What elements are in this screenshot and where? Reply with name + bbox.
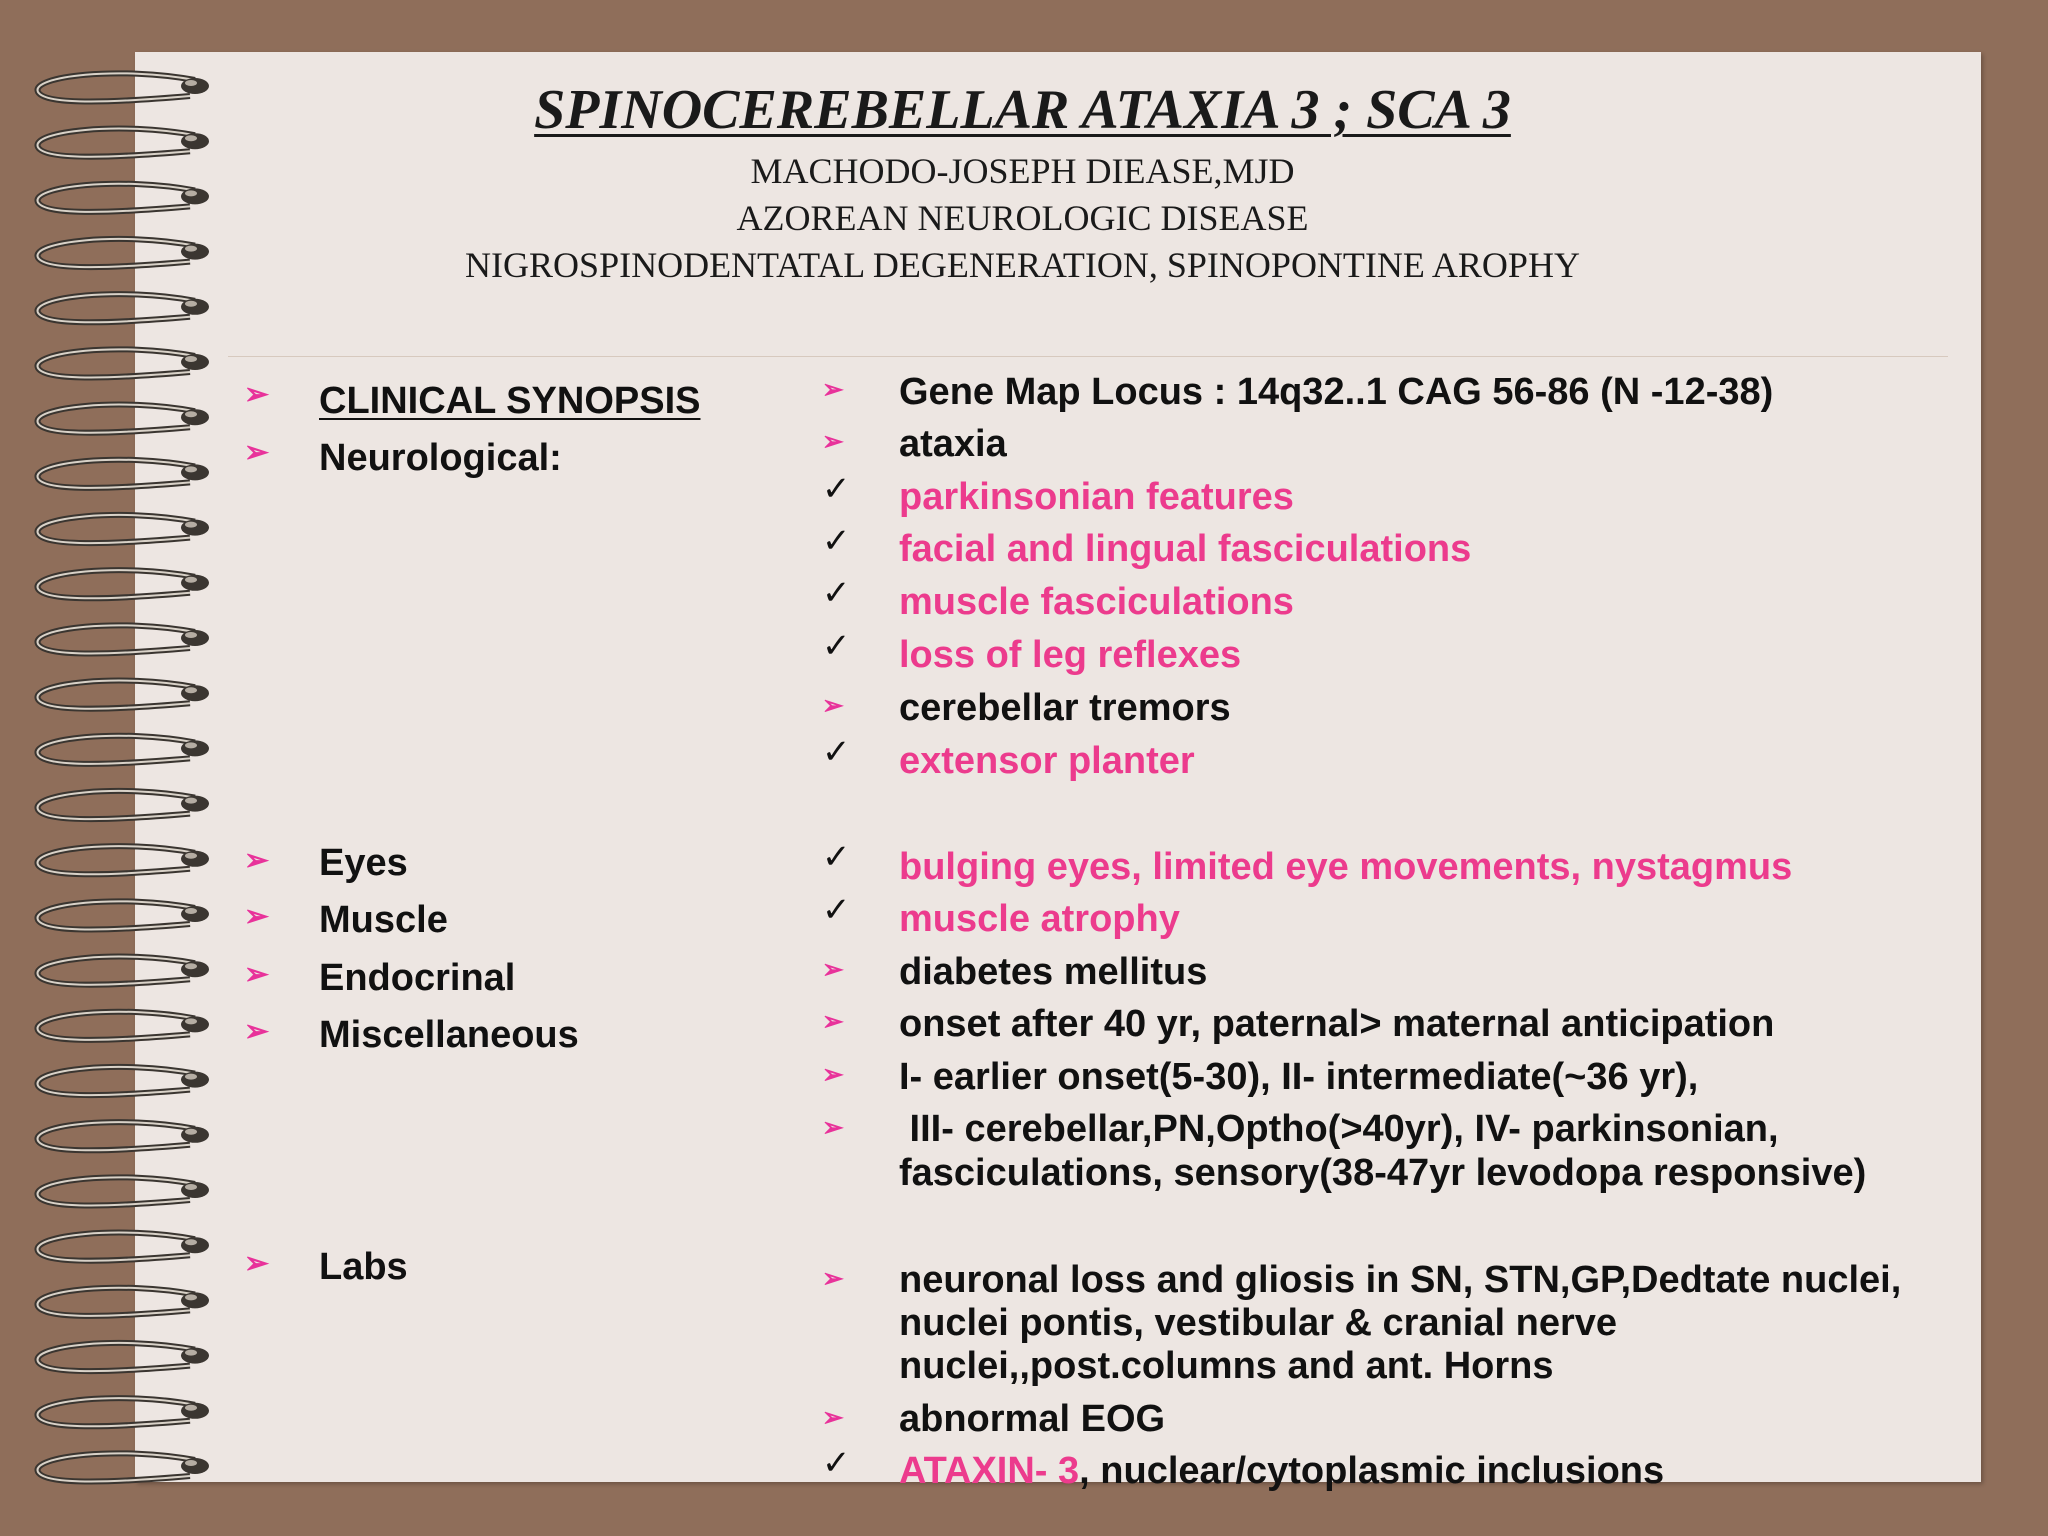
abnormal-eog-text: abnormal EOG xyxy=(899,1398,1166,1440)
subtitle-nigrospinodentatal: NIGROSPINODENTATAL DEGENERATION, SPINOPONTINE AROPHY xyxy=(465,245,1580,285)
types-line-2: III- cerebellar,PN,Optho(>40yr), IV- parkinsonian, xyxy=(899,1108,1779,1150)
ataxia-text: ataxia xyxy=(899,423,1007,465)
check-icon: ✓ xyxy=(822,627,851,665)
arrow-bullet-icon: ➢ xyxy=(822,1059,844,1089)
muscle-label: Muscle xyxy=(319,899,448,941)
endocrinal-label: Endocrinal xyxy=(319,957,516,999)
onset-text: onset after 40 yr, paternal> maternal anticipation xyxy=(899,1003,1775,1045)
types-line-3: fasciculations, sensory(38-47yr levodopa responsive) xyxy=(899,1152,1867,1194)
parkinsonian-text: parkinsonian features xyxy=(899,476,1294,518)
ataxin-line xyxy=(899,1450,1664,1493)
muscle-atrophy-text: muscle atrophy xyxy=(899,898,1180,940)
muscle-fasciculations-text: muscle fasciculations xyxy=(899,581,1294,623)
subtitle-mjd: MACHODO-JOSEPH DIEASE,MJD xyxy=(750,151,1295,191)
types-line-1: I- earlier onset(5-30), II- intermediate(~36 yr), xyxy=(899,1056,1699,1098)
page-title: SPINOCEREBELLAR ATAXIA 3 ; SCA 3 xyxy=(534,79,1511,141)
check-icon: ✓ xyxy=(822,733,851,771)
arrow-bullet-icon: ➢ xyxy=(244,378,270,411)
arrow-bullet-icon: ➢ xyxy=(822,1006,844,1036)
eyes-findings-text: bulging eyes, limited eye movements, nystagmus xyxy=(899,846,1793,888)
labs-label: Labs xyxy=(319,1246,408,1288)
ataxin-3-text: ATAXIN- 3 xyxy=(899,1450,1080,1492)
labs-line-3: nuclei,,post.columns and ant. Horns xyxy=(899,1345,1554,1387)
check-icon: ✓ xyxy=(822,574,851,612)
arrow-bullet-icon: ➢ xyxy=(822,1112,844,1142)
header-divider xyxy=(228,356,1948,357)
inclusions-text: , nuclear/cytoplasmic inclusions xyxy=(1079,1450,1665,1492)
labs-line-2: nuclei pontis, vestibular & cranial nerve xyxy=(899,1302,1618,1344)
check-icon: ✓ xyxy=(822,1444,851,1482)
check-icon: ✓ xyxy=(822,891,851,929)
facial-fasciculations-text: facial and lingual fasciculations xyxy=(899,528,1472,570)
gene-locus-text: Gene Map Locus : 14q32..1 CAG 56-86 (N -12-38) xyxy=(899,371,1774,413)
eyes-label: Eyes xyxy=(319,842,408,884)
arrow-bullet-icon: ➢ xyxy=(244,844,270,877)
check-icon: ✓ xyxy=(822,522,851,560)
arrow-bullet-icon: ➢ xyxy=(822,954,844,984)
arrow-bullet-icon: ➢ xyxy=(822,374,844,404)
leg-reflexes-text: loss of leg reflexes xyxy=(899,634,1242,676)
neurological-label: Neurological: xyxy=(319,437,562,479)
arrow-bullet-icon: ➢ xyxy=(822,690,844,720)
arrow-bullet-icon: ➢ xyxy=(244,436,270,469)
miscellaneous-label: Miscellaneous xyxy=(319,1014,579,1056)
cerebellar-tremors-text: cerebellar tremors xyxy=(899,687,1231,729)
arrow-bullet-icon: ➢ xyxy=(822,1402,844,1432)
arrow-bullet-icon: ➢ xyxy=(244,900,270,933)
subtitle-azorean: AZOREAN NEUROLOGIC DISEASE xyxy=(736,198,1309,238)
arrow-bullet-icon: ➢ xyxy=(822,1263,844,1293)
diabetes-text: diabetes mellitus xyxy=(899,951,1208,993)
arrow-bullet-icon: ➢ xyxy=(822,426,844,456)
arrow-bullet-icon: ➢ xyxy=(244,1247,270,1280)
check-icon: ✓ xyxy=(822,838,851,876)
arrow-bullet-icon: ➢ xyxy=(244,1015,270,1048)
clinical-synopsis-heading: CLINICAL SYNOPSIS xyxy=(319,380,701,422)
arrow-bullet-icon: ➢ xyxy=(244,958,270,991)
check-icon: ✓ xyxy=(822,470,851,508)
labs-line-1: neuronal loss and gliosis in SN, STN,GP,Dedtate nuclei, xyxy=(899,1259,1902,1301)
extensor-planter-text: extensor planter xyxy=(899,740,1195,782)
